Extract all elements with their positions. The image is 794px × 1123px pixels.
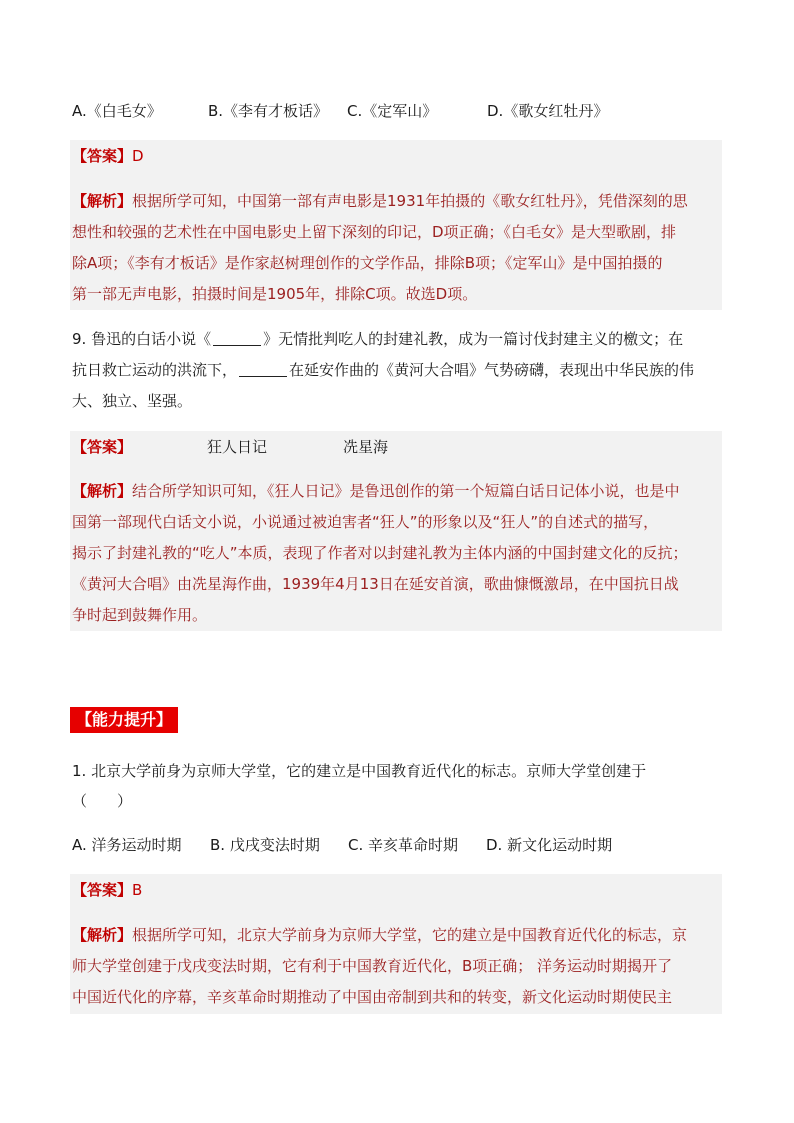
q8-option-d: D.《歌女红牡丹》 — [487, 102, 609, 120]
answer-tag: 【答案】 — [72, 147, 133, 165]
q8-answer — [72, 146, 144, 166]
q9-analysis-line-2: 国第一部现代白话文小说，小说通过被迫害者“狂人”的形象以及“狂人”的自述式的描写， — [72, 513, 659, 531]
q9-analysis-line-1 — [72, 481, 680, 501]
q1-answer — [72, 880, 142, 900]
analysis-tag: 【解析】 — [72, 192, 133, 210]
q8-analysis-line-1 — [72, 191, 688, 211]
q9-stem-text: 》无情批判吃人的封建礼教，成为一篇讨伐封建主义的檄文；在 — [263, 330, 684, 348]
answer-tag: 【答案】 — [72, 438, 133, 456]
answer-tag: 【答案】 — [72, 881, 133, 899]
q8-analysis-line-3: 除A项；《李有才板话》是作家赵树理创作的文学作品，排除B项；《定军山》是中国拍摄的 — [72, 254, 663, 272]
q9-answer-1: 狂人日记 — [207, 438, 268, 456]
q1-stem-line-1: 1. 北京大学前身为京师大学堂，它的建立是中国教育近代化的标志。京师大学堂创建于 — [72, 762, 647, 780]
analysis-text: 根据所学可知，北京大学前身为京师大学堂，它的建立是中国教育近代化的标志，京 — [132, 926, 688, 944]
q8-option-a: A.《白毛女》 — [72, 102, 162, 120]
analysis-tag: 【解析】 — [72, 482, 133, 500]
analysis-text: 根据所学可知，中国第一部有声电影是1931年拍摄的《歌女红牡丹》，凭借深刻的思 — [132, 192, 688, 210]
q9-analysis-line-5: 争时起到鼓舞作用。 — [72, 606, 208, 624]
q9-stem-line-1 — [72, 329, 683, 349]
q9-stem-text: 9. 鲁迅的白话小说《 — [72, 330, 212, 348]
analysis-tag: 【解析】 — [72, 926, 133, 944]
section-title: 【能力提升】 — [70, 707, 178, 733]
answer-value: D — [132, 147, 144, 165]
fill-blank — [213, 331, 261, 346]
q9-stem-text: 抗日救亡运动的洪流下， — [72, 361, 238, 379]
q9-analysis-line-3: 揭示了封建礼教的“吃人”本质，表现了作者对以封建礼教为主体内涵的中国封建文化的反抗； — [72, 544, 688, 562]
q1-analysis-line-2: 师大学堂创建于戊戌变法时期，它有利于中国教育近代化，B项正确； 洋务运动时期揭开了 — [72, 957, 673, 975]
analysis-text: 结合所学知识可知，《狂人日记》是鲁迅创作的第一个短篇白话日记体小说，也是中 — [132, 482, 680, 500]
q1-stem-line-2: （ ） — [72, 792, 133, 810]
answer-value: B — [132, 881, 143, 899]
q8-analysis-line-4: 第一部无声电影，拍摄时间是1905年，排除C项。故选D项。 — [72, 285, 478, 303]
q8-option-b: B.《李有才板话》 — [208, 102, 329, 120]
q1-option-a: A. 洋务运动时期 — [72, 836, 182, 854]
q1-analysis-line-1 — [72, 925, 687, 945]
q8-analysis-line-2: 想性和较强的艺术性在中国电影史上留下深刻的印记，D项正确；《白毛女》是大型歌剧，排 — [72, 223, 677, 241]
q9-answer-2: 冼星海 — [343, 438, 389, 456]
q8-option-c: C.《定军山》 — [347, 102, 438, 120]
q1-option-d: D. 新文化运动时期 — [486, 836, 613, 854]
q9-analysis-line-4: 《黄河大合唱》由冼星海作曲，1939年4月13日在延安首演，歌曲慷慨激昂，在中国抗日战 — [72, 575, 679, 593]
q1-option-c: C. 辛亥革命时期 — [348, 836, 459, 854]
q9-stem-line-3: 大、独立、坚强。 — [72, 392, 193, 410]
q9-answer — [72, 437, 132, 457]
q9-stem-line-2 — [72, 360, 694, 380]
q1-analysis-line-3: 中国近代化的序幕，辛亥革命时期推动了中国由帝制到共和的转变，新文化运动时期使民主 — [72, 988, 673, 1006]
q9-stem-text: 在延安作曲的《黄河大合唱》气势磅礴，表现出中华民族的伟 — [289, 361, 695, 379]
q1-option-b: B. 戊戌变法时期 — [210, 836, 320, 854]
fill-blank — [239, 362, 287, 377]
